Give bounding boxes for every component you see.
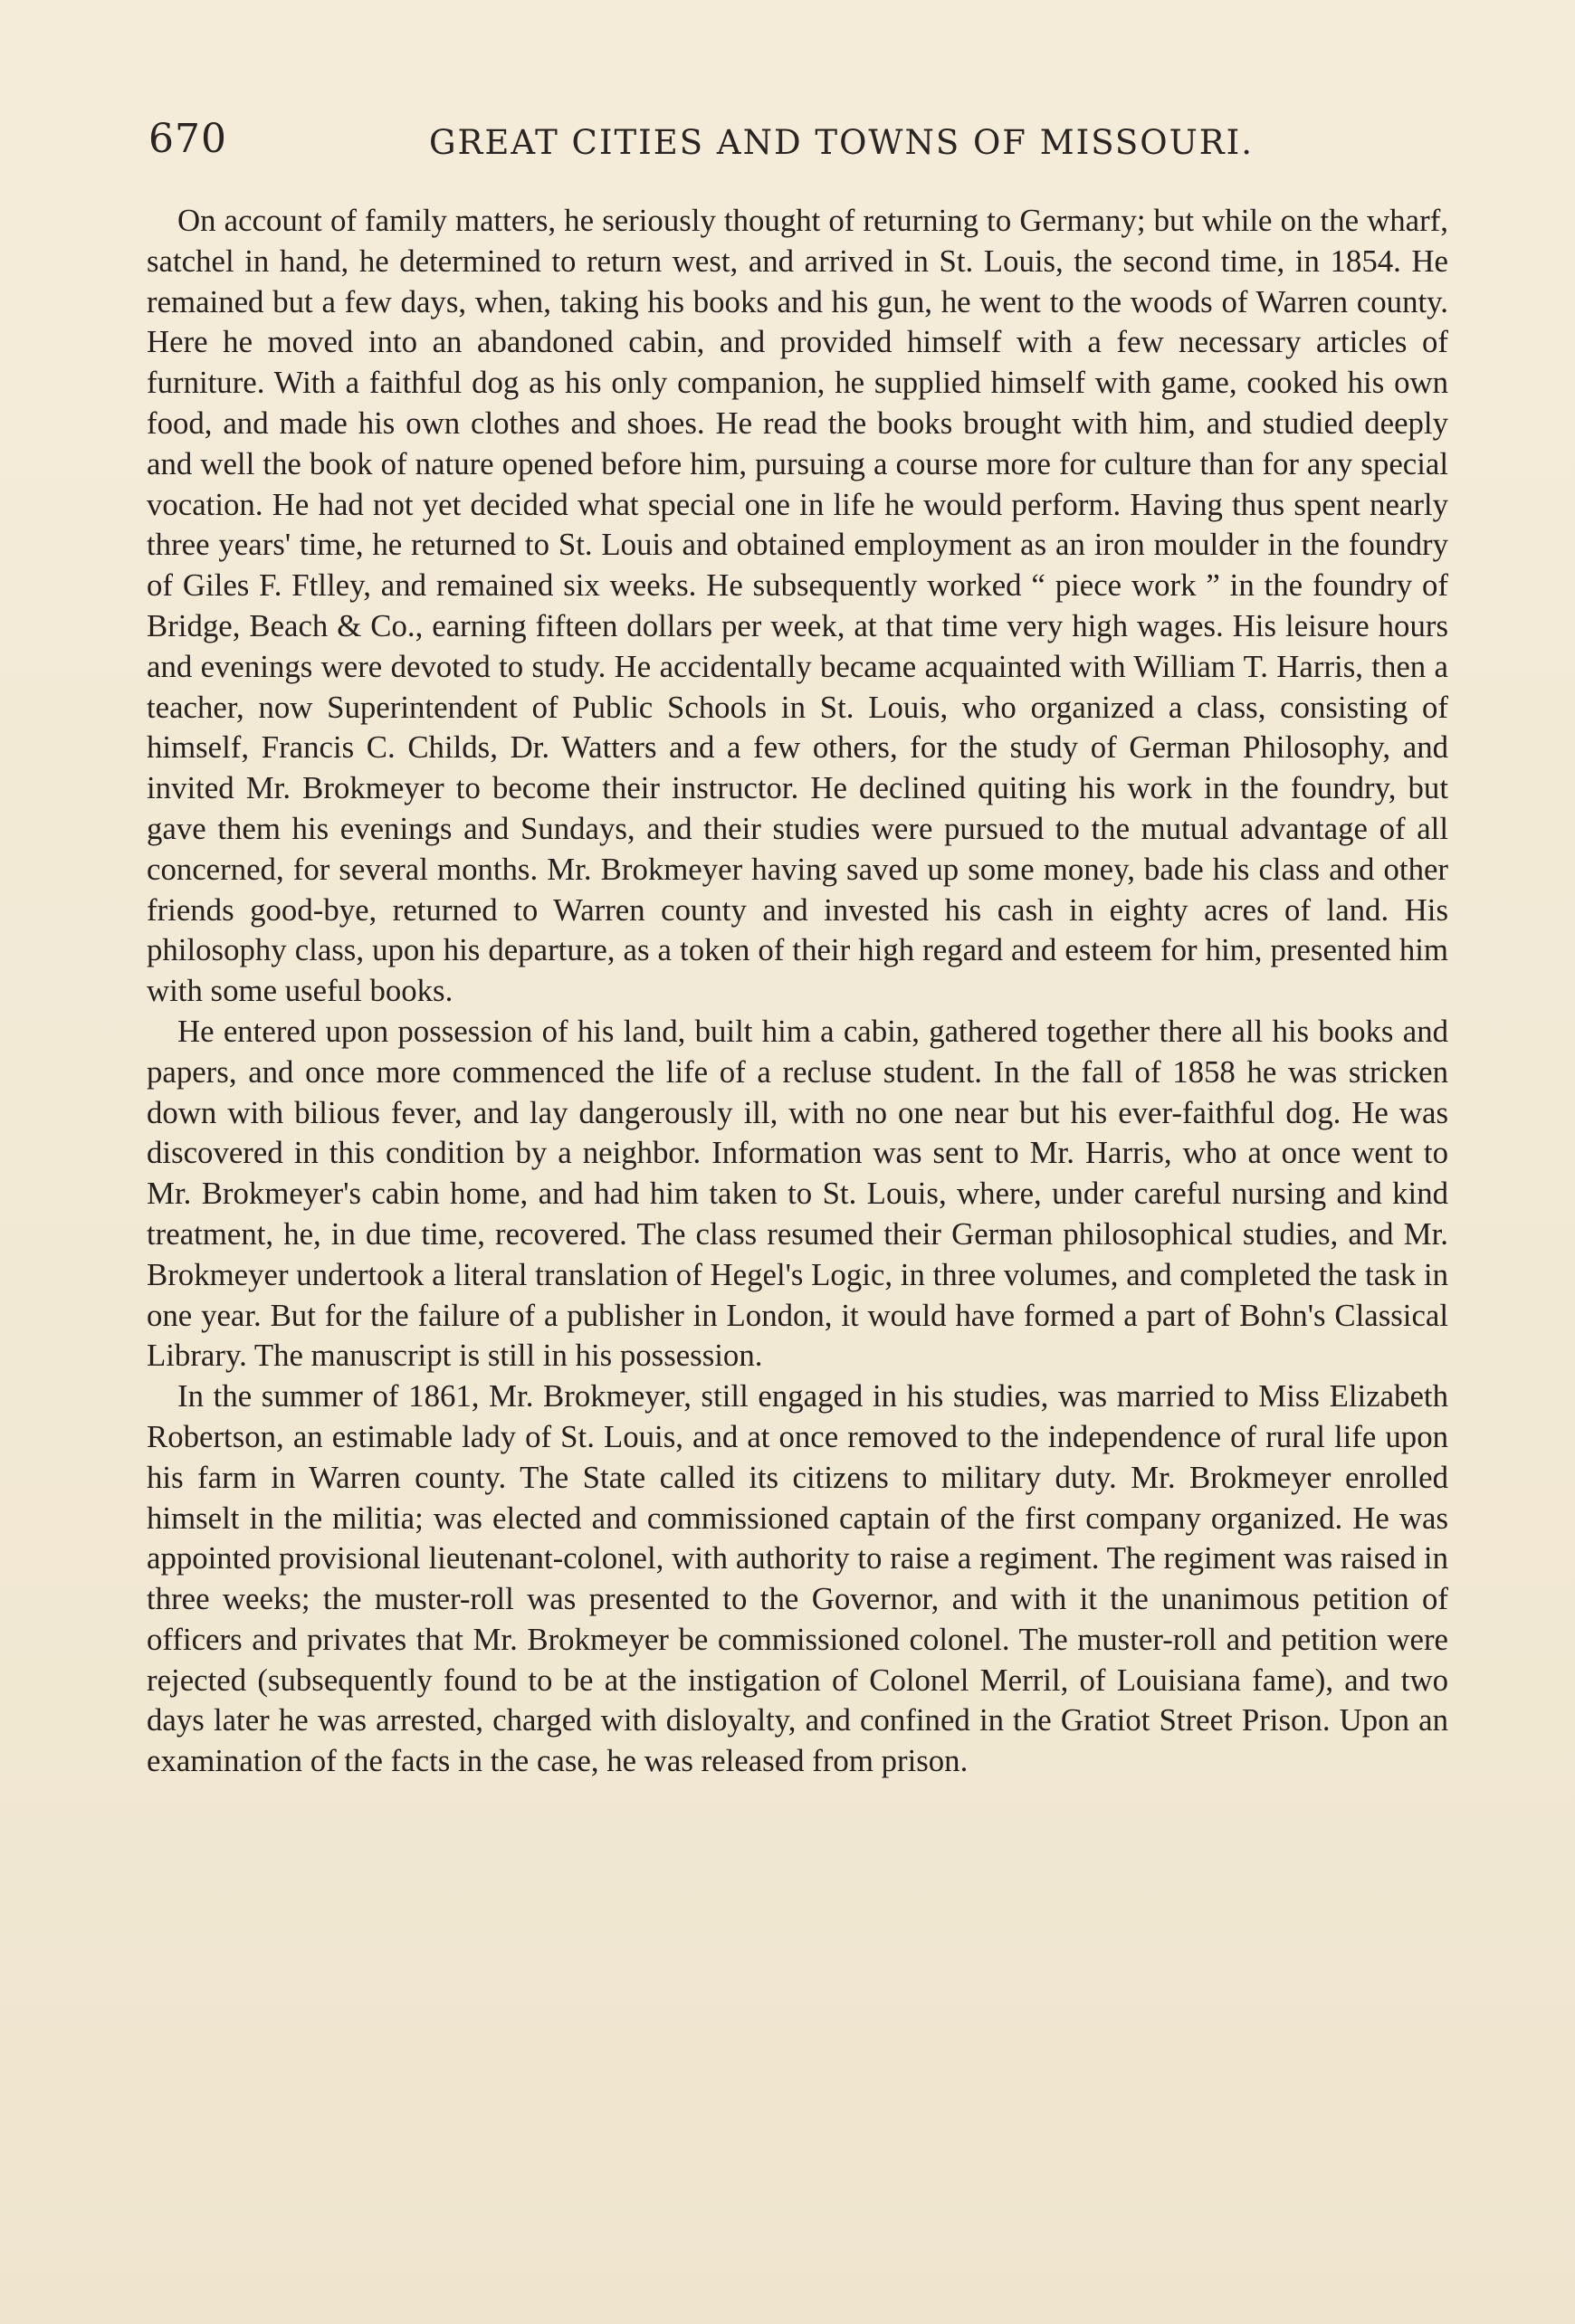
body-text (147, 201, 1448, 1782)
paragraph: He entered upon possession of his land, built him a cabin, gathered together there all his books and papers, and once more commenced the life of a recluse student. In the fall of 1858 he was stricken down with bilious fever, and lay dangerously ill, with no one near but his ever-faithful dog. He was discovered in this condition by a neighbor. Information was sent to Mr. Harris, who at once went to Mr. Brokmeyer's cabin home, and had him taken to St. Louis, where, under careful nursing and kind treatment, he, in due time, recovered. The class resumed their German philosophical studies, and Mr. Brokmeyer undertook a literal translation of Hegel's Logic, in three volumes, and completed the task in one year. But for the failure of a publisher in London, it would have formed a part of Bohn's Classical Library. The manuscript is still in his possession. (147, 1013, 1448, 1374)
running-title: GREAT CITIES AND TOWNS OF MISSOURI. (429, 123, 1255, 162)
page-number: 670 (148, 116, 227, 162)
paragraph: In the summer of 1861, Mr. Brokmeyer, still engaged in his studies, was married to Miss Elizabeth Robertson, an estimable lady of St. Louis, and at once removed to the independence of rural life upon his farm in Warren county. The State called its citizens to military duty. Mr. Brokmeyer enrolled himselt in the militia; was elected and commissioned captain of the first company organized. He was appointed provisional lieutenant-colonel, with authority to raise a regiment. The regiment was raised in three weeks; the muster-roll was presented to the Governor, and with it the unanimous petition of officers and privates that Mr. Brokmeyer be commissioned colonel. The muster-roll and petition were rejected (subsequently found to be at the instigation of Colonel Merril, of Louisiana fame), and two days later he was arrested, charged with disloyalty, and confined in the Gratiot Street Prison. Upon an examination of the facts in the case, he was released from prison. (147, 1378, 1448, 1779)
paragraph: On account of family matters, he seriously thought of returning to Germany; but while on the wharf, satchel in hand, he determined to return west, and arrived in St. Louis, the second time, in 1854. He remained but a few days, when, taking his books and his gun, he went to the woods of Warren county. Here he moved into an abandoned cabin, and provided himself with a few necessary articles of furniture. With a faithful dog as his only companion, he supplied himself with game, cooked his own food, and made his own clothes and shoes. He read the books brought with him, and studied deeply and well the book of nature opened before him, pursuing a course more for culture than for any special vocation. He had not yet decided what special one in life he would perform. Having thus spent nearly three years' time, he returned to St. Louis and obtained employment as an iron moulder in the foundry of Giles F. Ftlley, and remained six weeks. He subsequently worked “ piece work ” in the foundry of Bridge, Beach & Co., earning fifteen dollars per week, at that time very high wages. His leisure hours and evenings were devoted to study. He accidentally became acquainted with William T. Harris, then a teacher, now Superintendent of Public Schools in St. Louis, who organized a class, consisting of himself, Francis C. Childs, Dr. Watters and a few others, for the study of German Philosophy, and invited Mr. Brokmeyer to become their instructor. He declined quiting his work in the foundry, but gave them his evenings and Sundays, and their studies were pursued to the mutual advantage of all concerned, for several months. Mr. Brokmeyer having saved up some money, bade his class and other friends good-bye, returned to Warren county and invested his cash in eighty acres of land. His philosophy class, upon his departure, as a token of their high regard and esteem for him, presented him with some useful books. (147, 203, 1448, 1009)
page-header (148, 109, 1443, 172)
